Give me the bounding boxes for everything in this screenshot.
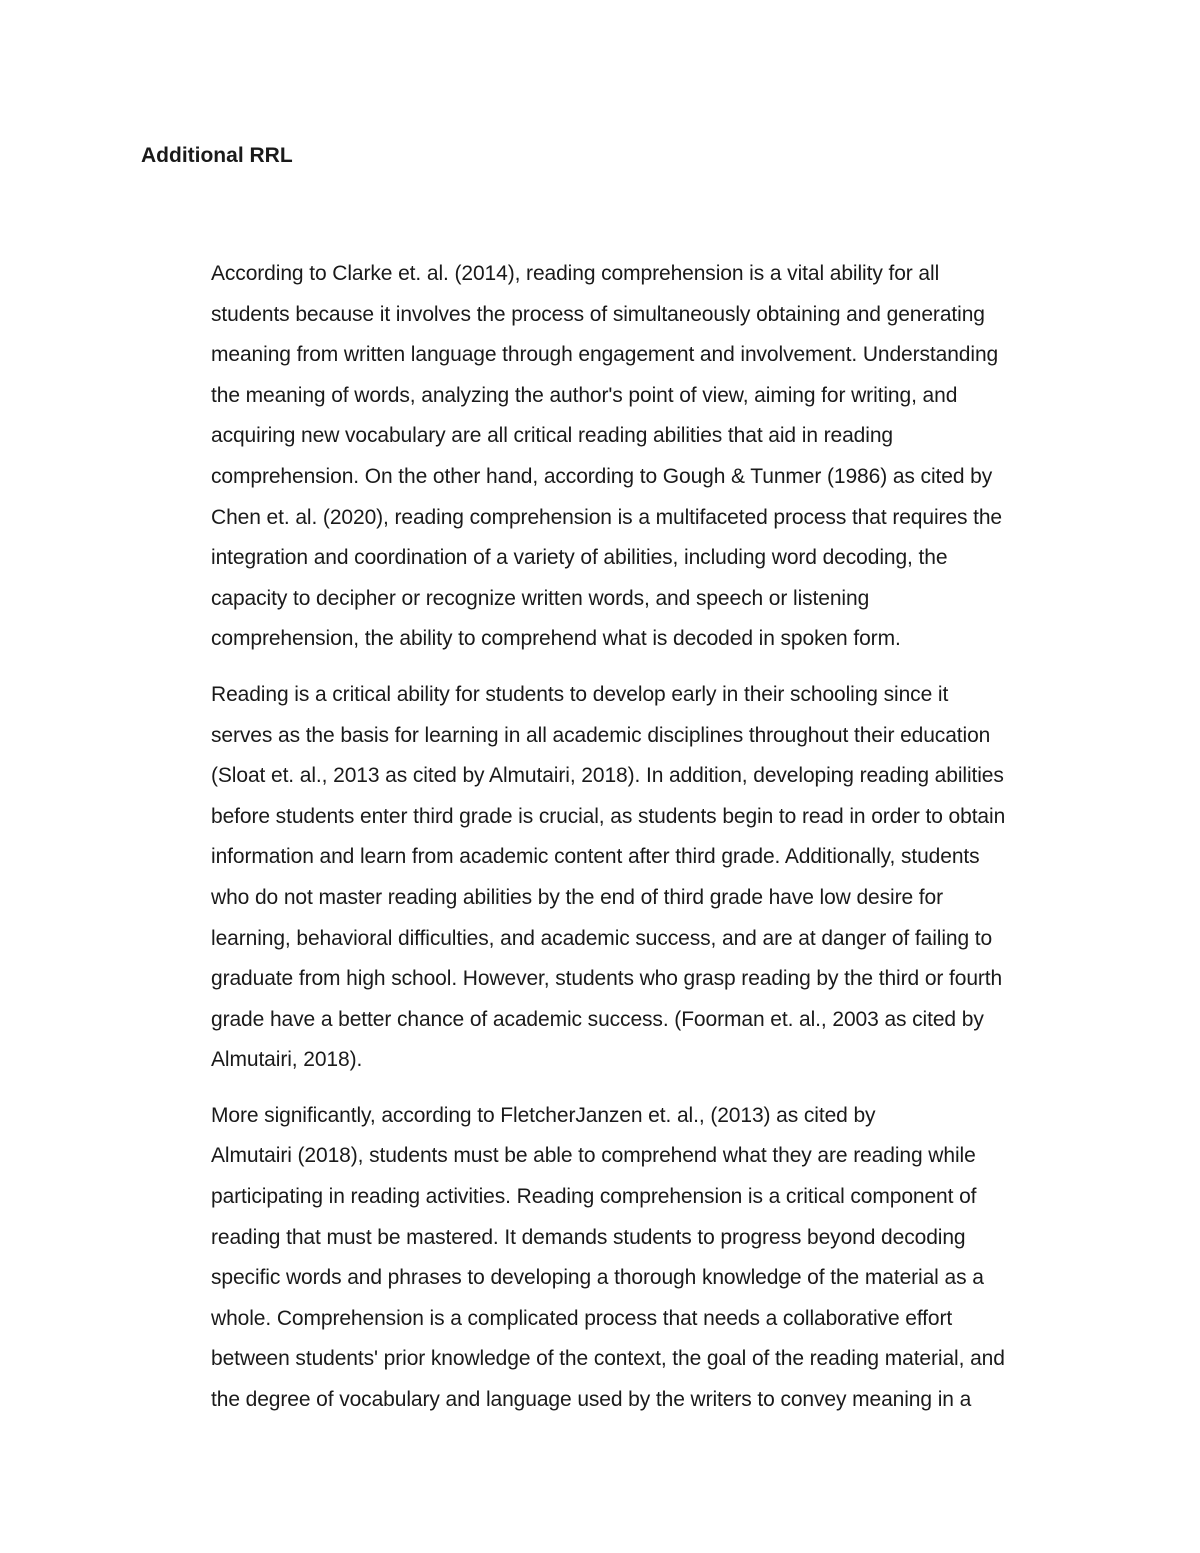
paragraph-3 [141,1096,1061,1421]
text-line: before students enter third grade is crucial, as students begin to read in order to obtain [211,804,1006,828]
document-heading: Additional RRL [141,144,293,167]
text-line: between students' prior knowledge of the context, the goal of the reading material, and [211,1347,1005,1371]
text-line: the degree of vocabulary and language used by the writers to convey meaning in a [211,1388,972,1412]
text-line: integration and coordination of a variety of abilities, including word decoding, the [211,546,948,570]
text-line: acquiring new vocabulary are all critical reading abilities that aid in reading [211,424,893,448]
text-line: students because it involves the process of simultaneously obtaining and generating [211,302,985,326]
text-line: who do not master reading abilities by the end of third grade have low desire for [211,885,943,909]
paragraph-1 [141,254,1061,660]
text-line: Almutairi, 2018). [211,1048,363,1072]
text-line: More significantly, according to FletcherJanzen et. al., (2013) as cited by [211,1103,876,1127]
text-line: whole. Comprehension is a complicated process that needs a collaborative effort [211,1306,953,1330]
text-line: participating in reading activities. Reading comprehension is a critical component of [211,1185,977,1209]
text-line: information and learn from academic content after third grade. Additionally, students [211,845,980,869]
text-line: the meaning of words, analyzing the author's point of view, aiming for writing, and [211,383,958,407]
document-body [141,142,1061,1436]
text-line: meaning from written language through engagement and involvement. Understanding [211,343,999,367]
text-line: specific words and phrases to developing a thorough knowledge of the material as a [211,1266,984,1290]
text-line: (Sloat et. al., 2013 as cited by Almutairi, 2018). In addition, developing reading abilities [211,764,1004,788]
text-line: learning, behavioral difficulties, and academic success, and are at danger of failing to [211,926,993,950]
text-line: reading that must be mastered. It demands students to progress beyond decoding [211,1225,966,1249]
text-line: capacity to decipher or recognize written words, and speech or listening [211,586,870,610]
text-line: According to Clarke et. al. (2014), reading comprehension is a vital ability for all [211,262,940,285]
text-line: Reading is a critical ability for students to develop early in their schooling since it [211,682,949,706]
text-line: Almutairi (2018), students must be able to comprehend what they are reading while [211,1144,976,1168]
text-line: comprehension, the ability to comprehend what is decoded in spoken form. [211,627,901,651]
text-line: comprehension. On the other hand, according to Gough & Tunmer (1986) as cited by [211,464,993,488]
text-line: Chen et. al. (2020), reading comprehension is a multifaceted process that requires the [211,505,1003,529]
text-line: grade have a better chance of academic success. (Foorman et. al., 2003 as cited by [211,1007,984,1031]
text-line: graduate from high school. However, students who grasp reading by the third or fourth [211,967,1003,991]
paragraph-2 [141,675,1061,1081]
text-line: serves as the basis for learning in all academic disciplines throughout their education [211,723,991,747]
